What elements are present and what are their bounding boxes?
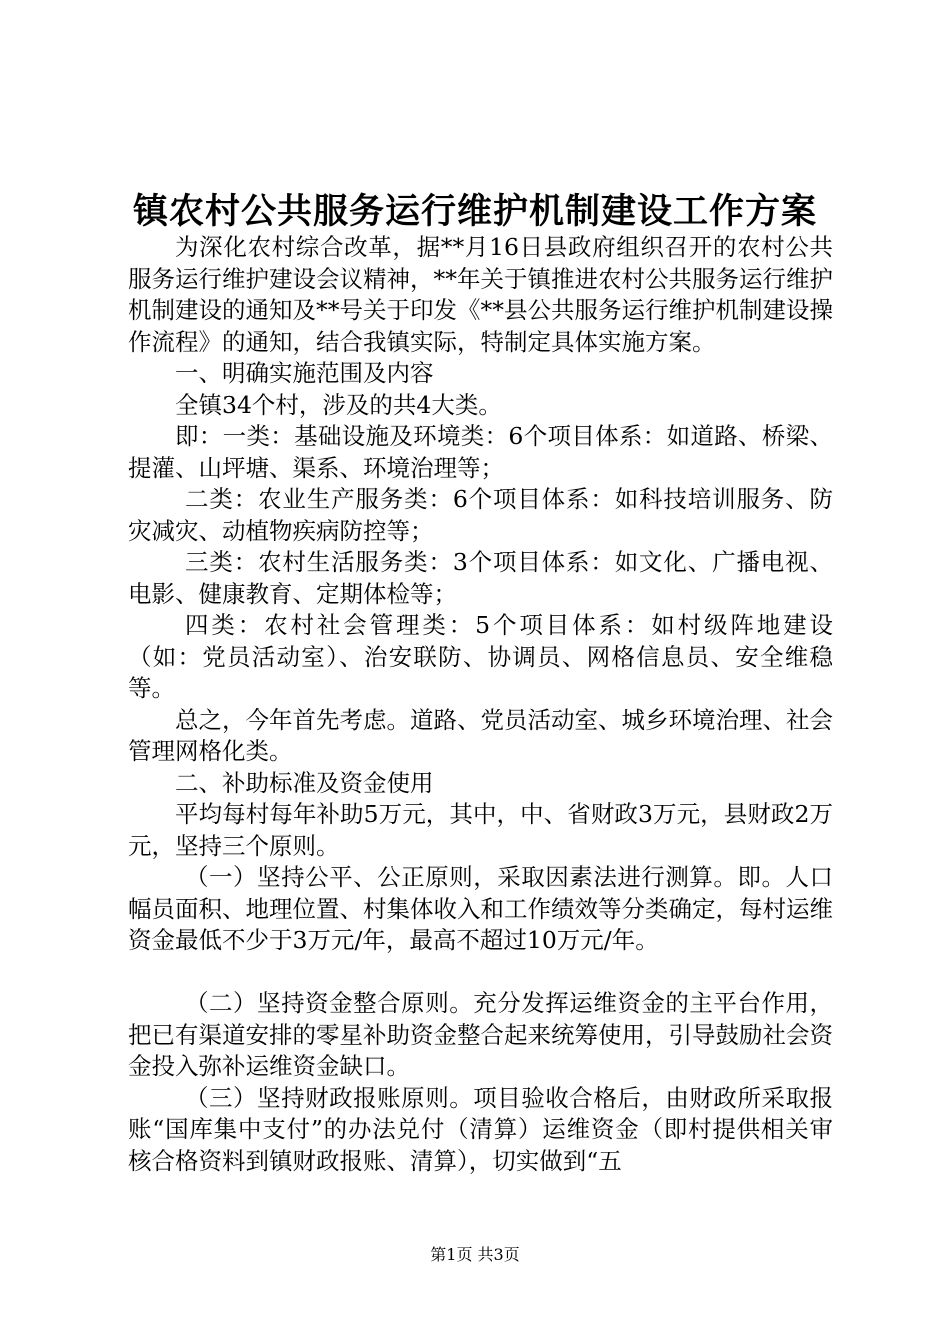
paragraph-subsidy: 平均每村每年补助5万元，其中，中、省财政3万元，县财政2万元，坚持三个原则。 bbox=[128, 800, 833, 860]
paragraph-summary: 总之，今年首先考虑。道路、党员活动室、城乡环境治理、社会管理网格化类。 bbox=[128, 705, 833, 765]
section-heading-2: 二、补助标准及资金使用 bbox=[175, 768, 434, 797]
paragraph-category-3: 三类：农村生活服务类：3个项目体系：如文化、广播电视、电影、健康教育、定期体检等； bbox=[128, 548, 833, 608]
paragraph-category-1: 即：一类：基础设施及环境类：6个项目体系：如道路、桥梁、提灌、山坪塘、渠系、环境治理等； bbox=[128, 422, 833, 482]
paragraph-intro: 为深化农村综合改革，据**月16日县政府组织召开的农村公共服务运行维护建设会议精神，**年关于镇推进农村公共服务运行维护机制建设的通知及**号关于印发《**县公共服务运行维护机制建设操作流程》的通知，结合我镇实际，特制定具体实施方案。 bbox=[128, 233, 833, 356]
page-footer: 第1页 共3页 bbox=[430, 1245, 520, 1264]
paragraph-principle-1: （一）坚持公平、公正原则，采取因素法进行测算。即。人口幅员面积、地理位置、村集体收入和工作绩效等分类确定，每村运维资金最低不少于3万元/年，最高不超过10万元/年。 bbox=[128, 863, 833, 954]
paragraph-principle-3: （三）坚持财政报账原则。项目验收合格后，由财政所采取报账“国库集中支付”的办法兑付（清算）运维资金（即村提供相关审核合格资料到镇财政报账、清算），切实做到“五 bbox=[128, 1083, 833, 1175]
document-title: 镇农村公共服务运行维护机制建设工作方案 bbox=[132, 191, 817, 232]
section-heading-1: 一、明确实施范围及内容 bbox=[175, 359, 434, 387]
paragraph-principle-2: （二）坚持资金整合原则。充分发挥运维资金的主平台作用，把已有渠道安排的零星补助资金整合起来统筹使用，引导鼓励社会资金投入弥补运维资金缺口。 bbox=[128, 989, 833, 1080]
paragraph-gap bbox=[128, 957, 833, 989]
paragraph-category-2: 二类：农业生产服务类：6个项目体系：如科技培训服务、防灾减灾、动植物疾病防控等； bbox=[128, 485, 833, 545]
paragraph-category-4: 四类：农村社会管理类：5个项目体系：如村级阵地建设（如：党员活动室）、治安联防、协调员、网格信息员、安全维稳等。 bbox=[128, 611, 833, 702]
document-body bbox=[128, 232, 833, 1177]
paragraph-scope: 全镇34个村，涉及的共4大类。 bbox=[175, 390, 502, 419]
